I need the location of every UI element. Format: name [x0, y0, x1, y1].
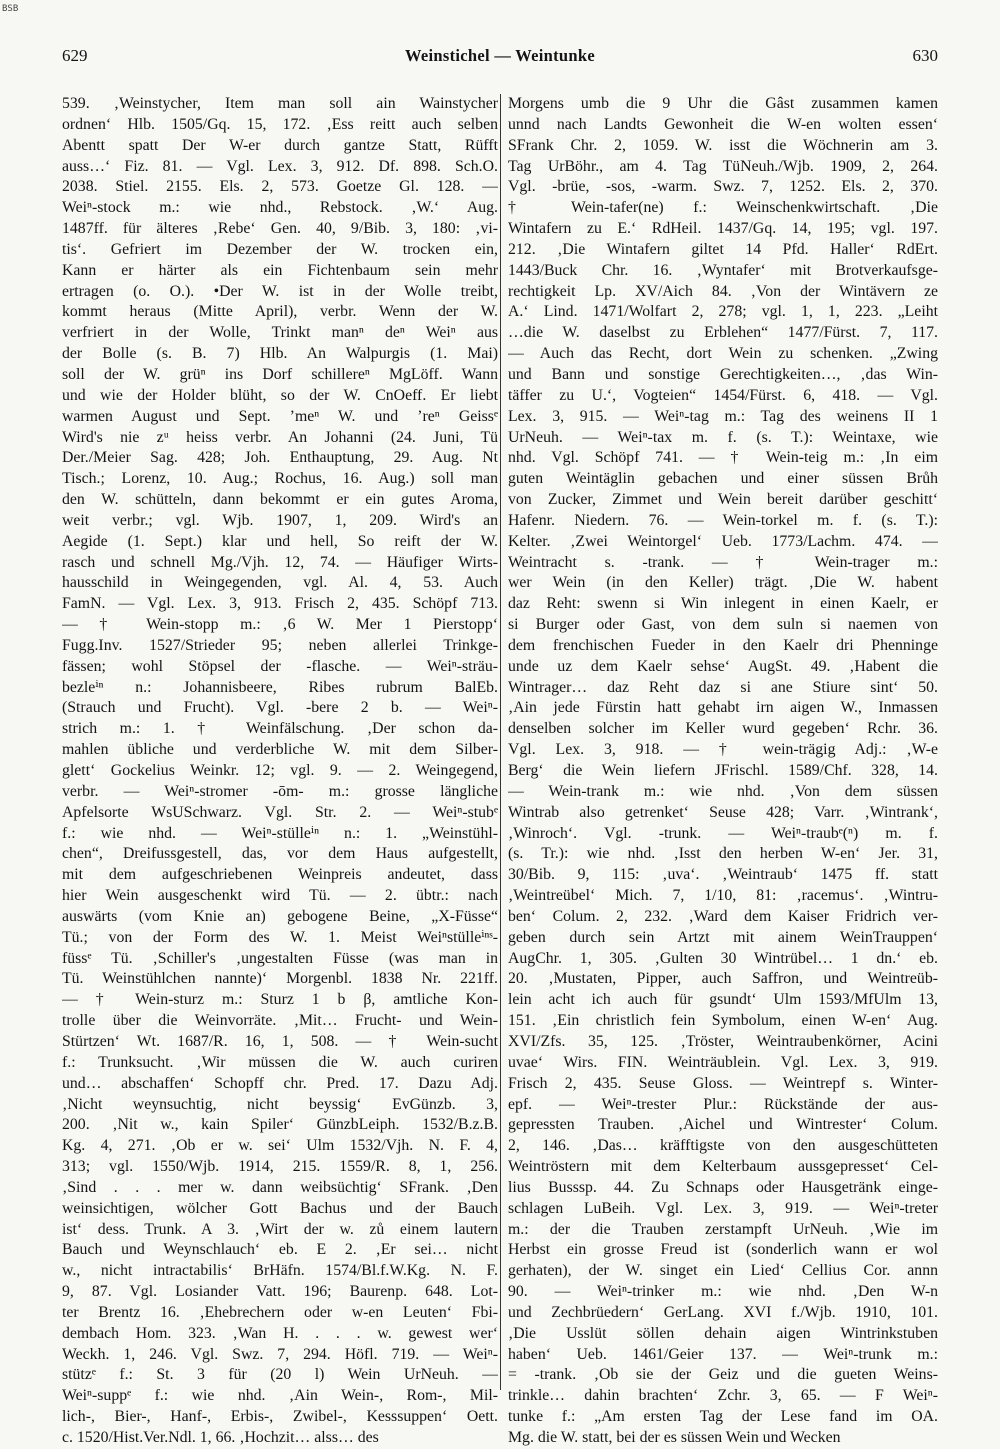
text-line: und Bann und sonstige Gerechtigkeiten…, ‚das Win- — [508, 365, 938, 383]
right-column — [508, 94, 938, 1449]
text-line: von Zucker, Zimmet und Wein bereit darüber geschitt‘ — [508, 491, 938, 509]
text-line: haben‘ Ueb. 1461/Geier 137. — Weiⁿ-trunk m.: — [508, 1345, 938, 1363]
text-line: trinkle… dahin brachten‘ Zchr. 3, 65. — F Weiⁿ- — [508, 1387, 938, 1405]
text-line: bezleⁱⁿ n.: Johannisbeere, Ribes rubrum BalEb. — [62, 678, 498, 696]
text-line: XVI/Zfs. 35, 125. ‚Tröster, Weintraubenkörner, Acini — [508, 1032, 938, 1050]
text-line: ordnen‘ Hlb. 1505/Gq. 15, 172. ‚Ess reitt auch selben — [62, 115, 498, 133]
text-line: ter Brentz 16. ‚Ehebrechern oder w-en Leuten‘ Fbi- — [62, 1303, 498, 1321]
page-number-right: 630 — [912, 46, 938, 65]
text-line: den W. schütteln, dann bekommt er ein gutes Aroma, — [62, 491, 498, 509]
text-line: UrNeuh. — Weiⁿ-tax m. f. (s. T.): Weintaxe, wie — [508, 428, 938, 446]
text-line: — † Wein-sturz m.: Sturz 1 b β, amtliche Kon- — [62, 991, 498, 1009]
text-line: rechtigkeit Lp. XV/Aich 84. ‚Von der Wintävern ze — [508, 282, 938, 300]
text-line: geben durch sein Artzt mit ainem WeinTrauppen‘ — [508, 928, 938, 946]
text-line: Weckh. 1, 246. Vgl. Swz. 7, 294. Höfl. 719. — Weiⁿ- — [62, 1345, 498, 1363]
text-line: w., nicht intractabilis‘ BrHäfn. 1574/Bl.f.W.Kg. N. F. — [62, 1262, 498, 1280]
text-line: trolle über die Weinvorräte. ‚Mit… Frucht- und Wein- — [62, 1012, 498, 1030]
text-line: si Burger oder Gast, von dem suln si naemen von — [508, 616, 938, 634]
text-line: stützᵉ f.: St. 3 für (20 l) Wein UrNeuh. — — [62, 1366, 498, 1384]
text-line: Der./Meier Sag. 428; Joh. Enthauptung, 29. Aug. Nt — [62, 449, 498, 467]
text-line: strich m.: 1. † Weinfälschung. ‚Der schon da- — [62, 720, 498, 738]
text-line: Weiⁿ-suppᵉ f.: wie nhd. ‚Ain Wein-, Rom-, Mil- — [62, 1387, 498, 1405]
text-line: Tag UrBöhr., am 4. Tag TüNeuh./Wjb. 1909, 2, 264. — [508, 157, 938, 175]
text-line: glett‘ Gockelius Weinkr. 12; vgl. 9. — 2. Weingegend, — [62, 762, 498, 779]
text-line: Apfelsorte WsUSchwarz. Vgl. Str. 2. — Weiⁿ-stubᵉ — [62, 803, 498, 821]
text-line: weit verbr.; vgl. Wjb. 1907, 1, 209. Wird's an — [62, 511, 498, 529]
text-line: ist‘ dess. Trunk. A 3. ‚Wirt der w. zů einem lautern — [62, 1220, 498, 1238]
text-line: 9, 87. Vgl. Losiander Vatt. 196; Baurenp. 648. Lot- — [62, 1283, 498, 1301]
column-divider — [500, 94, 501, 1390]
text-line: verfriert in der Wolle, Trinkt manⁿ deⁿ Weiⁿ aus — [62, 324, 498, 342]
left-column — [62, 94, 498, 1449]
text-line: A.‘ Lind. 1471/Wolfart 2, 278; vgl. 1, 1, 223. „Leiht — [508, 303, 938, 321]
text-line: mit dem aufgeschriebenen Weinpreis andeutet, dass — [62, 866, 498, 884]
text-line: ertragen (o. O.). •Der W. ist in der Wolle treibt, — [62, 282, 498, 300]
text-line: hausschild in Weingegenden, vgl. Al. 4, 53. Auch — [62, 574, 498, 592]
text-line: (Strauch und Frucht). Vgl. -bere 2 b. — Weiⁿ- — [62, 699, 498, 717]
text-line: Weintracht s. -trank. — † Wein-trager m.: — [508, 553, 938, 571]
text-line: dembach Hom. 323. ‚Wan H. . . . w. gewest wer‘ — [62, 1324, 498, 1342]
text-line: auss…‘ Fiz. 81. — Vgl. Lex. 3, 912. Df. 898. Sch.O. — [62, 157, 498, 175]
text-line: unnd nach Landts Gewonheit die W-en wolten essen‘ — [508, 115, 938, 133]
text-line: daz Reht: swenn si Win inlegent in einen Kaelr, er — [508, 595, 938, 613]
page-header — [62, 46, 938, 74]
text-line: gepressten Trauben. ‚Aichel und Wintrester‘ Colum. — [508, 1116, 938, 1134]
text-line: 1487ff. für älteres ‚Rebe‘ Gen. 40, 9/Bib. 3, 180: ‚vi- — [62, 220, 498, 238]
text-line: epf. — Weiⁿ-trester Plur.: Rückstände der aus- — [508, 1095, 938, 1113]
text-line: Wird's nie zᵘ heiss verbr. An Johanni (24. Juni, Tü — [62, 428, 498, 446]
text-line: und… abschaffen‘ Schopff chr. Pred. 17. Dazu Adj. — [62, 1074, 498, 1092]
text-line: 2038. Stiel. 2155. Els. 2, 573. Goetze Gl. 128. — — [62, 178, 498, 196]
text-line: (s. Tr.): wie nhd. ‚Isst den herben W-en‘ Jer. 31, — [508, 845, 938, 863]
text-line: kommt heraus (Mitte April), verbr. Wenn der W. — [62, 303, 498, 321]
text-line: tis‘. Gefriert im Dezember der W. trocken ein, — [62, 240, 498, 258]
text-line: ‚Sind . . . mer w. dann weibsüchtig‘ SFrank. ‚Den — [62, 1178, 498, 1196]
text-line: — † Wein-stopp m.: ‚6 W. Mer 1 Pierstopp‘ — [62, 616, 498, 634]
text-line: Berg‘ die Wein liefern JFrischl. 1589/Chf. 328, 14. — [508, 762, 938, 779]
text-line: ‚Die Usslüt söllen dehain aigen Wintrinkstuben — [508, 1324, 938, 1342]
text-line: soll der W. grüⁿ ins Dorf schillereⁿ MgLöff. Wann — [62, 365, 498, 383]
running-title: Weinstichel — Weintunke — [405, 46, 595, 65]
text-line: ‚Weintreübel‘ Mich. 7, 1/10, 81: ‚racemus‘. ‚Wintru- — [508, 887, 938, 905]
text-line: 1443/Buck Chr. 16. ‚Wyntafer‘ mit Brotverkaufsge- — [508, 261, 938, 279]
text-line: guten Weintäglin gebachen und einer süssen Brůh — [508, 470, 938, 488]
text-line: 539. ‚Weinstycher, Item man soll ain Wainstycher — [62, 95, 498, 112]
text-line: Abentt spatt Der W-er durch gantze Statt, Rüfft — [62, 136, 498, 154]
text-line: tunke f.: „Am ersten Tag der Lese fand im OA. — [508, 1408, 938, 1426]
text-line: Tü.; von der Form des W. 1. Meist Weiⁿstülleⁱⁿˢ- — [62, 928, 498, 946]
text-line: Morgens umb die 9 Uhr die Gâst zusammen kamen — [508, 95, 938, 112]
text-line: dem frenchischen Fueder in den Kaelr dri Phenninge — [508, 636, 938, 654]
text-line: nhd. Vgl. Schöpf 741. — † Wein-teig m.: ‚In eim — [508, 449, 938, 467]
text-line: der Bolle (s. B. 7) Hlb. An Walpurgis (1. Mai) — [62, 345, 498, 363]
text-line: — Wein-trank m.: wie nhd. ‚Von dem süssen — [508, 782, 938, 800]
text-line: mahlen übliche und verderbliche W. mit dem Silber- — [62, 741, 498, 759]
text-line: wer Wein (in den Keller) trägt. ‚Die W. habent — [508, 574, 938, 592]
text-line: = -trank. ‚Ob sie der Geiz und die gueten Weins- — [508, 1366, 938, 1384]
text-line: chen“, Dreifussgestell, das, vor dem Haus aufgestellt, — [62, 845, 498, 863]
text-line: AugChr. 1, 305. ‚Gulten 30 Wintrübel… 1 dn.‘ eb. — [508, 949, 938, 967]
text-line: m.: der die Trauben zerstampft UrNeuh. ‚Wie im — [508, 1220, 938, 1238]
text-line: schlagen LuBeih. Vgl. Lex. 3, 919. — Weiⁿ-treter — [508, 1199, 938, 1217]
text-line: und Zechbrüedern‘ GerLang. XVI f./Wjb. 1910, 101. — [508, 1303, 938, 1321]
text-line: Kg. 4, 271. ‚Ob er w. sei‘ Ulm 1532/Vjh. N. F. 4, — [62, 1137, 498, 1155]
text-line: Weiⁿ-stock m.: wie nhd., Rebstock. ‚W.‘ Aug. — [62, 199, 498, 217]
text-line: ‚Ain jede Fürstin hatt gehabt irn aigen W., Inmassen — [508, 699, 938, 717]
text-line: FamN. — Vgl. Lex. 3, 913. Frisch 2, 435. Schöpf 713. — [62, 595, 498, 613]
text-line: Vgl. -brüe, -sos, -warm. Swz. 7, 1252. Els. 2, 370. — [508, 178, 938, 196]
text-line: und wie der Holder blüht, so der W. CnOeff. Er liebt — [62, 386, 498, 404]
text-line: Lex. 3, 915. — Weiⁿ-tag m.: Tag des weinens II 1 — [508, 407, 938, 425]
text-line: lein acht ich auch für gsundt‘ Ulm 1593/MfUlm 13, — [508, 991, 938, 1009]
text-line: lius Busssp. 44. Zu Schnaps oder Hausgetränk einge- — [508, 1178, 938, 1196]
text-line: 20. ‚Mustaten, Pipper, auch Saffron, und Weintreüb- — [508, 970, 938, 988]
text-line: 2, 146. ‚Das… kräfftigste von den ausgeschütteten — [508, 1137, 938, 1155]
text-line: — Auch das Recht, dort Wein zu schenken. „Zwing — [508, 345, 938, 363]
text-line: weinsichtigen, wölcher Gott Bachus und der Bauch — [62, 1199, 498, 1217]
text-line: füssᵉ Tü. ‚Schiller's ‚ungestalten Füsse (was man in — [62, 949, 498, 967]
text-line: f.: wie nhd. — Weiⁿ-stülleⁱⁿ n.: 1. „Weinstühl- — [62, 824, 498, 842]
text-line: Kelter. ‚Zwei Weintorgel‘ Ueb. 1773/Lachm. 474. — — [508, 532, 938, 550]
text-line: Herbst ein grosse Freud ist (sonderlich wann er wol — [508, 1241, 938, 1259]
text-line: SFrank Chr. 2, 1059. W. isst die Wöchnerin am 3. — [508, 136, 938, 154]
text-line: ‚Winroch‘. Vgl. -trunk. — Weiⁿ-traubᵉ(ⁿ) m. f. — [508, 824, 938, 842]
text-line: ‚Nicht weynsuchtig, nicht beyssig‘ EvGünzb. 3, — [62, 1095, 498, 1113]
text-line: Kann er härter als ein Fichtenbaum sein mehr — [62, 261, 498, 279]
text-line: Wintrab also getrenket‘ Seuse 428; Varr. ‚Wintrank‘, — [508, 803, 938, 821]
text-line: 313; vgl. 1550/Wjb. 1914, 215. 1559/R. 8, 1, 256. — [62, 1158, 498, 1176]
text-line: ben‘ Colum. 2, 232. ‚Ward dem Kaiser Fridrich ver- — [508, 907, 938, 925]
text-line: rasch und schnell Mg./Vjh. 12, 74. — Häufiger Wirts- — [62, 553, 498, 571]
text-line: fässen; wohl Stöpsel der -flasche. — Weiⁿ-sträu- — [62, 657, 498, 675]
text-line: Aegide (1. Sept.) klar und hell, So reift der W. — [62, 532, 498, 550]
text-line: Mg. die W. statt, bei der es süssen Wein und Wecken — [508, 1429, 841, 1446]
text-line: Wintrager… daz Reht daz si ane Stiure sint‘ 50. — [508, 678, 938, 696]
text-line: lich-, Bier-, Hanf-, Erbis-, Zwibel-, Kesssuppen‘ Oett. — [62, 1408, 498, 1426]
text-line: 212. ‚Die Wintafern giltet 14 Pfd. Haller‘ RdErt. — [508, 240, 938, 258]
text-line: f.: Trunksucht. ‚Wir müssen die W. auch curiren — [62, 1053, 498, 1071]
text-line: Weintröstern mit dem Kelterbaum aussgepresset‘ Cel- — [508, 1158, 938, 1176]
text-line: Wintafern zu E.‘ RdHeil. 1437/Gq. 14, 195; vgl. 197. — [508, 220, 938, 238]
text-line: verbr. — Weiⁿ-stromer -ōm- m.: grosse längliche — [62, 782, 498, 800]
text-line: …die W. daselbst zu Erblehen“ 1477/Fürst. 7, 117. — [508, 324, 938, 342]
text-line: hier Wein ausgeschenkt wird Tü. — 2. übtr.: nach — [62, 887, 498, 905]
text-line: 30/Bib. 9, 115: ‚uva‘. ‚Weintraub‘ 1475 ff. statt — [508, 866, 938, 884]
text-line: Bauch und Weynschlauch‘ eb. E 2. ‚Er sei… nicht — [62, 1241, 498, 1259]
text-line: täffer zu U.‘, Vogteien“ 1454/Fürst. 6, 418. — Vgl. — [508, 386, 938, 404]
text-line: Hafenr. Niedern. 76. — Wein-torkel m. f. (s. T.): — [508, 511, 938, 529]
text-line: Tisch.; Lorenz, 10. Aug.; Rochus, 16. Aug.) soll man — [62, 470, 498, 488]
text-line: denselben solcher im Keller wurd gegeben‘ Rchr. 36. — [508, 720, 938, 738]
library-mark: BSB — [2, 4, 19, 14]
text-line: Stürtzen‘ Wt. 1687/R. 16, 1, 508. — † Wein-sucht — [62, 1032, 498, 1050]
text-line: uvae‘ Wirs. FIN. Weinträublein. Vgl. Lex. 3, 919. — [508, 1053, 938, 1071]
text-line: Fugg.Inv. 1527/Strieder 95; neben allerlei Trinkge- — [62, 636, 498, 654]
text-line: † Wein-tafer(ne) f.: Weinschenkwirtschaft. ‚Die — [508, 199, 938, 217]
text-line: auswärts (vom Knie an) gebogene Beine, „X-Füsse“ — [62, 907, 498, 925]
text-line: 90. — Weiⁿ-trinker m.: wie nhd. ‚Den W-n — [508, 1283, 938, 1301]
text-line: Vgl. Lex. 3, 918. — † wein-trägig Adj.: ‚W-e — [508, 741, 938, 759]
text-line: 151. ‚Ein christlich fein Symbolum, einen W-en‘ Aug. — [508, 1012, 938, 1030]
text-line: unde uz dem Kaelr sehse‘ AugSt. 49. ‚Habent die — [508, 657, 938, 675]
text-line: c. 1520/Hist.Ver.Ndl. 1, 66. ‚Hochzit… alss… des — [62, 1429, 379, 1446]
text-line: gerhaten), der W. singet ein Lied‘ Cellius Cor. annn — [508, 1262, 938, 1280]
text-line: 200. ‚Nit w., kain Spiler‘ GünzbLeiph. 1532/B.z.B. — [62, 1116, 498, 1134]
page-number-left: 629 — [62, 46, 88, 65]
text-line: Frisch 2, 435. Seuse Gloss. — Weintrepf s. Winter- — [508, 1074, 938, 1092]
text-line: warmen August und Sept. ’meⁿ W. und ’reⁿ Geissᵉ — [62, 407, 498, 425]
text-line: Tü. Weinstühlchen nannte)‘ Morgenbl. 1838 Nr. 221ff. — [62, 970, 498, 988]
